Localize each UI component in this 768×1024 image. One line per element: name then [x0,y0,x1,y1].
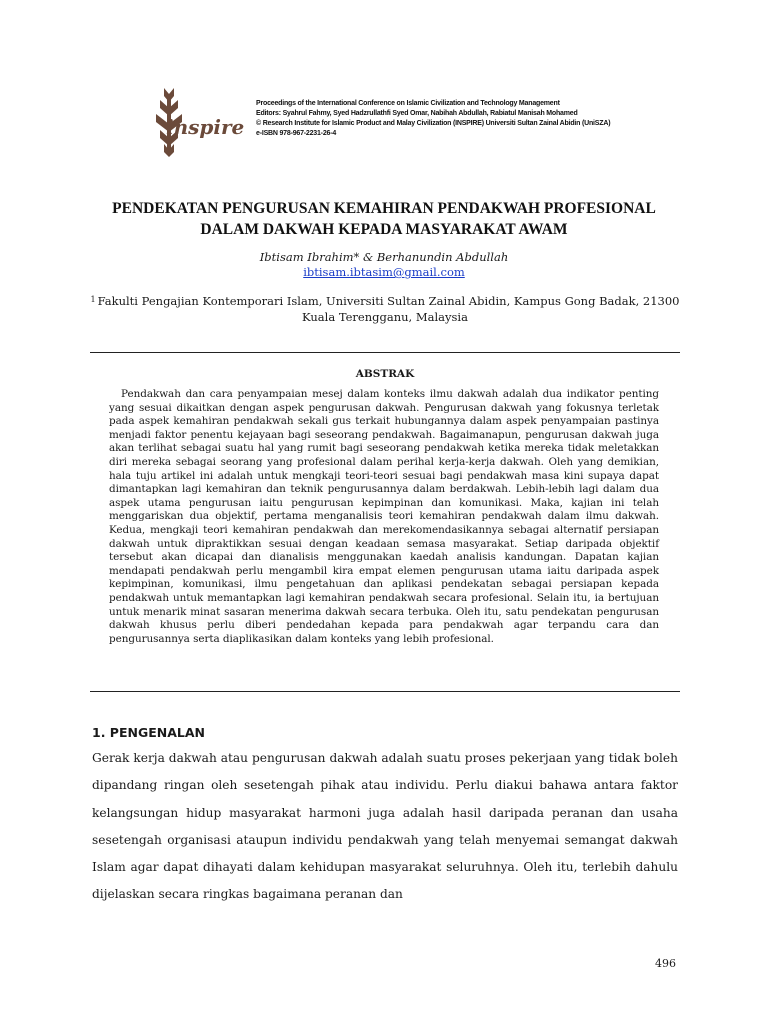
abstract-text: Pendakwah dan cara penyampaian mesej dalam konteks ilmu dakwah adalah dua indikator penting yang sesuai dikaitkan dengan aspek pengurusan dakwah. Pengurusan dakwah yang fokusnya terletak pada aspek kemahiran pendakwah sekali gus terkait hubungannya dalam aspek penyampaian pastinya menjadi faktor penentu kejayaan bagi seseorang pendakwah. Bagaimanapun, pengurusan dakwah juga akan terlihat sebagai suatu hal yang rumit bagi seseorang pendakwah ketika mereka tidak meletakkan diri mereka sebagai seorang yang profesional dalam perihal kerja-kerja dakwah. Oleh yang demikian, hala tuju artikel ini adalah untuk mengkaji teori-teori sesuai bagi pendakwah masa kini supaya dapat dimantapkan lagi kemahiran dan teknik pengurusannya dalam berdakwah. Lebih-lebih lagi dalam dua aspek utama pengurusan iaitu pengurusan kepimpinan dan komunikasi. Maka, kajian ini telah menggariskan dua objektif, pertama menganalisis teori kemahiran pendakwah dalam ilmu dakwah. Kedua, mengkaji teori kemahiran pendakwah dan merekomendasikannya sebagai alternatif persiapan dakwah untuk dipraktikkan sesuai dengan keadaan semasa masyarakat. Setiap daripada objektif tersebut akan dicapai dan dianalisis menggunakan kaedah analisis kandungan. Dapatan kajian mendapati pendakwah perlu mengambil kira empat elemen pengurusan utama iaitu daripada aspek kepimpinan, komunikasi, ilmu pengetahuan dan aplikasi pendekatan sebagai persiapan kepada pendakwah untuk memantapkan lagi kemahiran pendakwah secara profesional. Selain itu, ia bertujuan untuk menarik minat sasaran menerima dakwah secara terbuka. Oleh itu, satu pendekatan pengurusan dakwah khusus perlu diberi pendedahan kepada para pendakwah agar terpandu cara dan pengurusannya serta diaplikasikan dalam konteks yang lebih profesional. [109,388,659,645]
paper-title-line: PENDEKATAN PENGURUSAN KEMAHIRAN PENDAKWAH PROFESIONAL [112,200,656,217]
inspire-logo [150,86,246,158]
affiliation-text: Fakulti Pengajian Kontemporari Islam, Universiti Sultan Zainal Abidin, Kampus Gong Badak, 21300 Kuala Terengganu, Malaysia [97,294,680,324]
inspire-logo-icon [150,86,246,158]
proceedings-info [256,99,716,139]
section-body-text: Gerak kerja dakwah atau pengurusan dakwah adalah suatu proses pekerjaan yang tidak boleh dipandang ringan oleh sesetengah pihak atau individu. Perlu diakui bahawa antara faktor kelangsungan hidup masyarakat harmoni juga adalah hasil daripada peranan dan usaha sesetengah organisasi ataupun individu pendakwah yang telah menyemai semangat dakwah Islam agar dapat dihayati dalam kehidupan masyarakat seluruhnya. Oleh itu, terlebih dahulu dijelaskan secara ringkas bagaimana peranan dan [92,751,678,902]
logo-wordmark: inspire [166,115,245,139]
proceedings-header [150,86,710,158]
abstract-bottom-divider [90,691,680,692]
paper-authors: Ibtisam Ibrahim* & Berhanundin Abdullah [259,250,509,264]
page-number: 496 [655,957,676,970]
proceedings-title: Proceedings of the International Conference on Islamic Civilization and Technology Management [256,100,560,107]
paper-title-line: DALAM DAKWAH KEPADA MASYARAKAT AWAM [200,221,568,238]
abstract-heading: ABSTRAK [355,368,415,380]
proceedings-isbn: e-ISBN 978-967-2231-26-4 [256,130,337,137]
proceedings-editors: Editors: Syahrul Fahmy, Syed Hadzrullathfi Syed Omar, Nabihah Abdullah, Rabiatul Manisah Mohamed [256,110,578,117]
author-email-link[interactable]: ibtisam.ibtasim@gmail.com [303,265,465,279]
section-heading: 1. PENGENALAN [92,725,205,740]
affiliation-marker: 1 [90,295,96,304]
proceedings-copyright: © Research Institute for Islamic Product and Malay Civilization (INSPIRE) Universiti Sultan Zainal Abidin (UniSZA) [256,120,611,127]
abstract-top-divider [90,352,680,353]
paper-title [80,198,688,240]
author-affiliation [90,293,680,325]
